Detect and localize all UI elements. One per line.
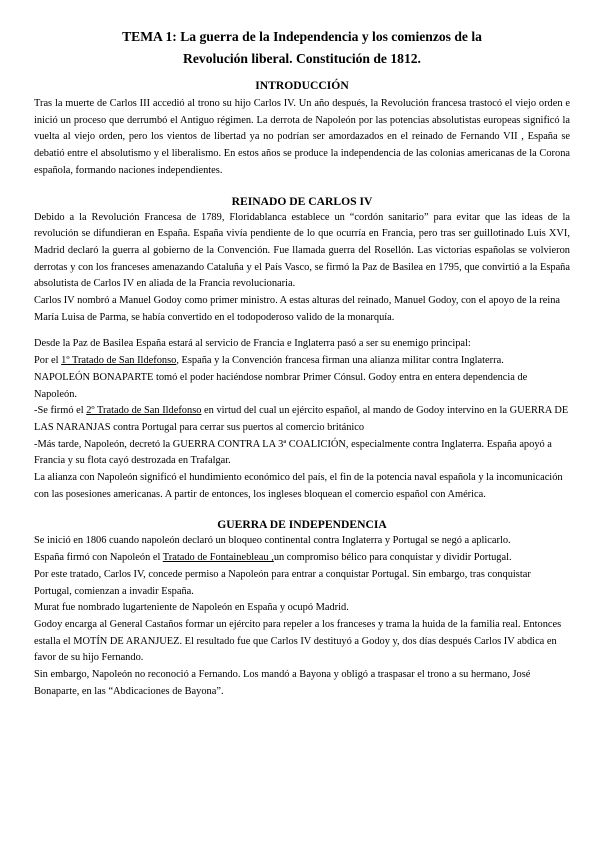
intro-paragraph: Tras la muerte de Carlos III accedió al trono su hijo Carlos IV. Un año después, la Revolución francesa trastocó el viejo orden e inició un proceso que derrumbó el Antiguo régimen. La derrota de Napoleón por las potencias absolutistas europeas significó la vuelta al viejo orden, pero los vientos de libertad ya no podrían ser amordazados en el reinado de Fernando VII , España se debatió entre el absolutismo y el liberalismo. En estos años se produce la independencia de las colonias americanas de la Corona española, formando naciones independientes. <box>34 98 570 176</box>
tratado-fontainebleau-link: Tratado de Fontainebleau , <box>162 552 274 564</box>
heading-reinado: REINADO DE CARLOS IV <box>231 194 373 208</box>
guerra-paragraph-4: Murat fue nombrado lugarteniente de Napoleón en España y ocupó Madrid. <box>34 602 349 614</box>
reinado-p4-pre: Por el <box>34 355 62 367</box>
reinado-p4-post: , España y la Convención francesa firman una alianza militar contra Inglaterra. <box>176 355 504 367</box>
guerra-p2-pre: España firmó con Napoleón el <box>34 552 163 564</box>
reinado-paragraph-8: La alianza con Napoleón significó el hundimiento económico del país, el fin de la potencia naval española y la incomunicación con las posesiones americanas. A partir de entonces, los ingleses bloquean el comercio español con América. <box>34 472 563 500</box>
reinado-paragraph-6 <box>34 403 570 436</box>
guerra-paragraph-6: Sin embargo, Napoleón no reconoció a Fernando. Los mandó a Bayona y obligó a traspasar el trono a su hermano, José Bonaparte, en las “Abdicaciones de Bayona”. <box>34 669 531 697</box>
section-reinado-carlos-iv <box>34 194 570 504</box>
tratado-san-ildefonso-2-link: 2º Tratado de San Ildefonso <box>86 405 202 417</box>
document-title <box>34 26 570 70</box>
reinado-paragraph-1: Debido a la Revolución Francesa de 1789, Floridablanca establece un “cordón sanitario” para evitar que las ideas de la revolución se difundieran en España. España vivía pendiente de lo que ocurría en Francia, pero tras ser guillotinado Luis XVI, Madrid declaró la guerra al gobierno de la Convención. Fue llamada guerra del Rosellón. Las victorias españolas se volvieron derrotas y con los franceses amenazando Cataluña y el País Vasco, se firmó la Paz de Basilea en 1795, que convirtió a la España absolutista de Carlos IV en aliada de la Francia revolucionaria. <box>34 211 570 290</box>
title-line-2: Revolución liberal. Constitución de 1812. <box>183 51 421 66</box>
reinado-paragraph-4 <box>34 353 570 370</box>
document-page <box>34 26 570 701</box>
reinado-p6-pre: -Se firmó el <box>34 405 87 417</box>
guerra-paragraph-5: Godoy encarga al General Castaños formar un ejército para repeler a los franceses y trama la huida de la familia real. Entonces estalla el MOTÍN DE ARANJUEZ. El resultado fue que Carlos IV destituyó a Godoy y, dos días después Carlos IV abdica en favor de su hijo Fernando. <box>34 618 562 664</box>
guerra-p2-post: un compromiso bélico para conquistar y dividir Portugal. <box>273 552 512 564</box>
title-line-1: TEMA 1: La guerra de la Independencia y los comienzos de la <box>122 29 482 44</box>
heading-introduccion: INTRODUCCIÓN <box>255 79 349 92</box>
section-guerra-independencia <box>34 517 570 700</box>
section-introduccion <box>34 78 570 180</box>
guerra-paragraph-3: Por este tratado, Carlos IV, concede permiso a Napoleón para entrar a conquistar Portugal. Sin embargo, tras conquistar Portugal, comienzan a invadir España. <box>34 568 531 597</box>
reinado-paragraph-3: Desde la Paz de Basilea España estará al servicio de Francia e Inglaterra pasó a ser su enemigo principal: <box>34 338 471 350</box>
reinado-paragraph-7: -Más tarde, Napoleón, decretó la GUERRA CONTRA LA 3ª COALICIÓN, especialmente contra Inglaterra. España apoyó a Francia y su flota cayó destrozada en Trafalgar. <box>34 438 552 467</box>
reinado-paragraph-2: Carlos IV nombró a Manuel Godoy como primer ministro. A estas alturas del reinado, Manuel Godoy, con el apoyo de la reina María Luisa de Parma, se había convertido en el todopoderoso valido de la monarquía. <box>34 295 561 323</box>
guerra-paragraph-2 <box>34 550 570 567</box>
guerra-paragraph-1: Se inició en 1806 cuando napoleón declaró un bloqueo continental contra Inglaterra y Portugal se negó a aplicarlo. <box>34 535 511 547</box>
tratado-san-ildefonso-1-link: 1º Tratado de San Ildefonso <box>61 355 177 367</box>
reinado-p6-post: en virtud del cual un ejército español, al mando de Godoy intervino en la GUERRA DE LAS NARANJAS contra Portugal para cerrar sus puertos al comercio británico <box>34 405 569 433</box>
heading-guerra: GUERRA DE INDEPENDENCIA <box>217 518 387 532</box>
reinado-paragraph-5: NAPOLEÓN BONAPARTE tomó el poder haciéndose nombrar Primer Cónsul. Godoy entra en entera dependencia de Napoleón. <box>34 371 528 400</box>
